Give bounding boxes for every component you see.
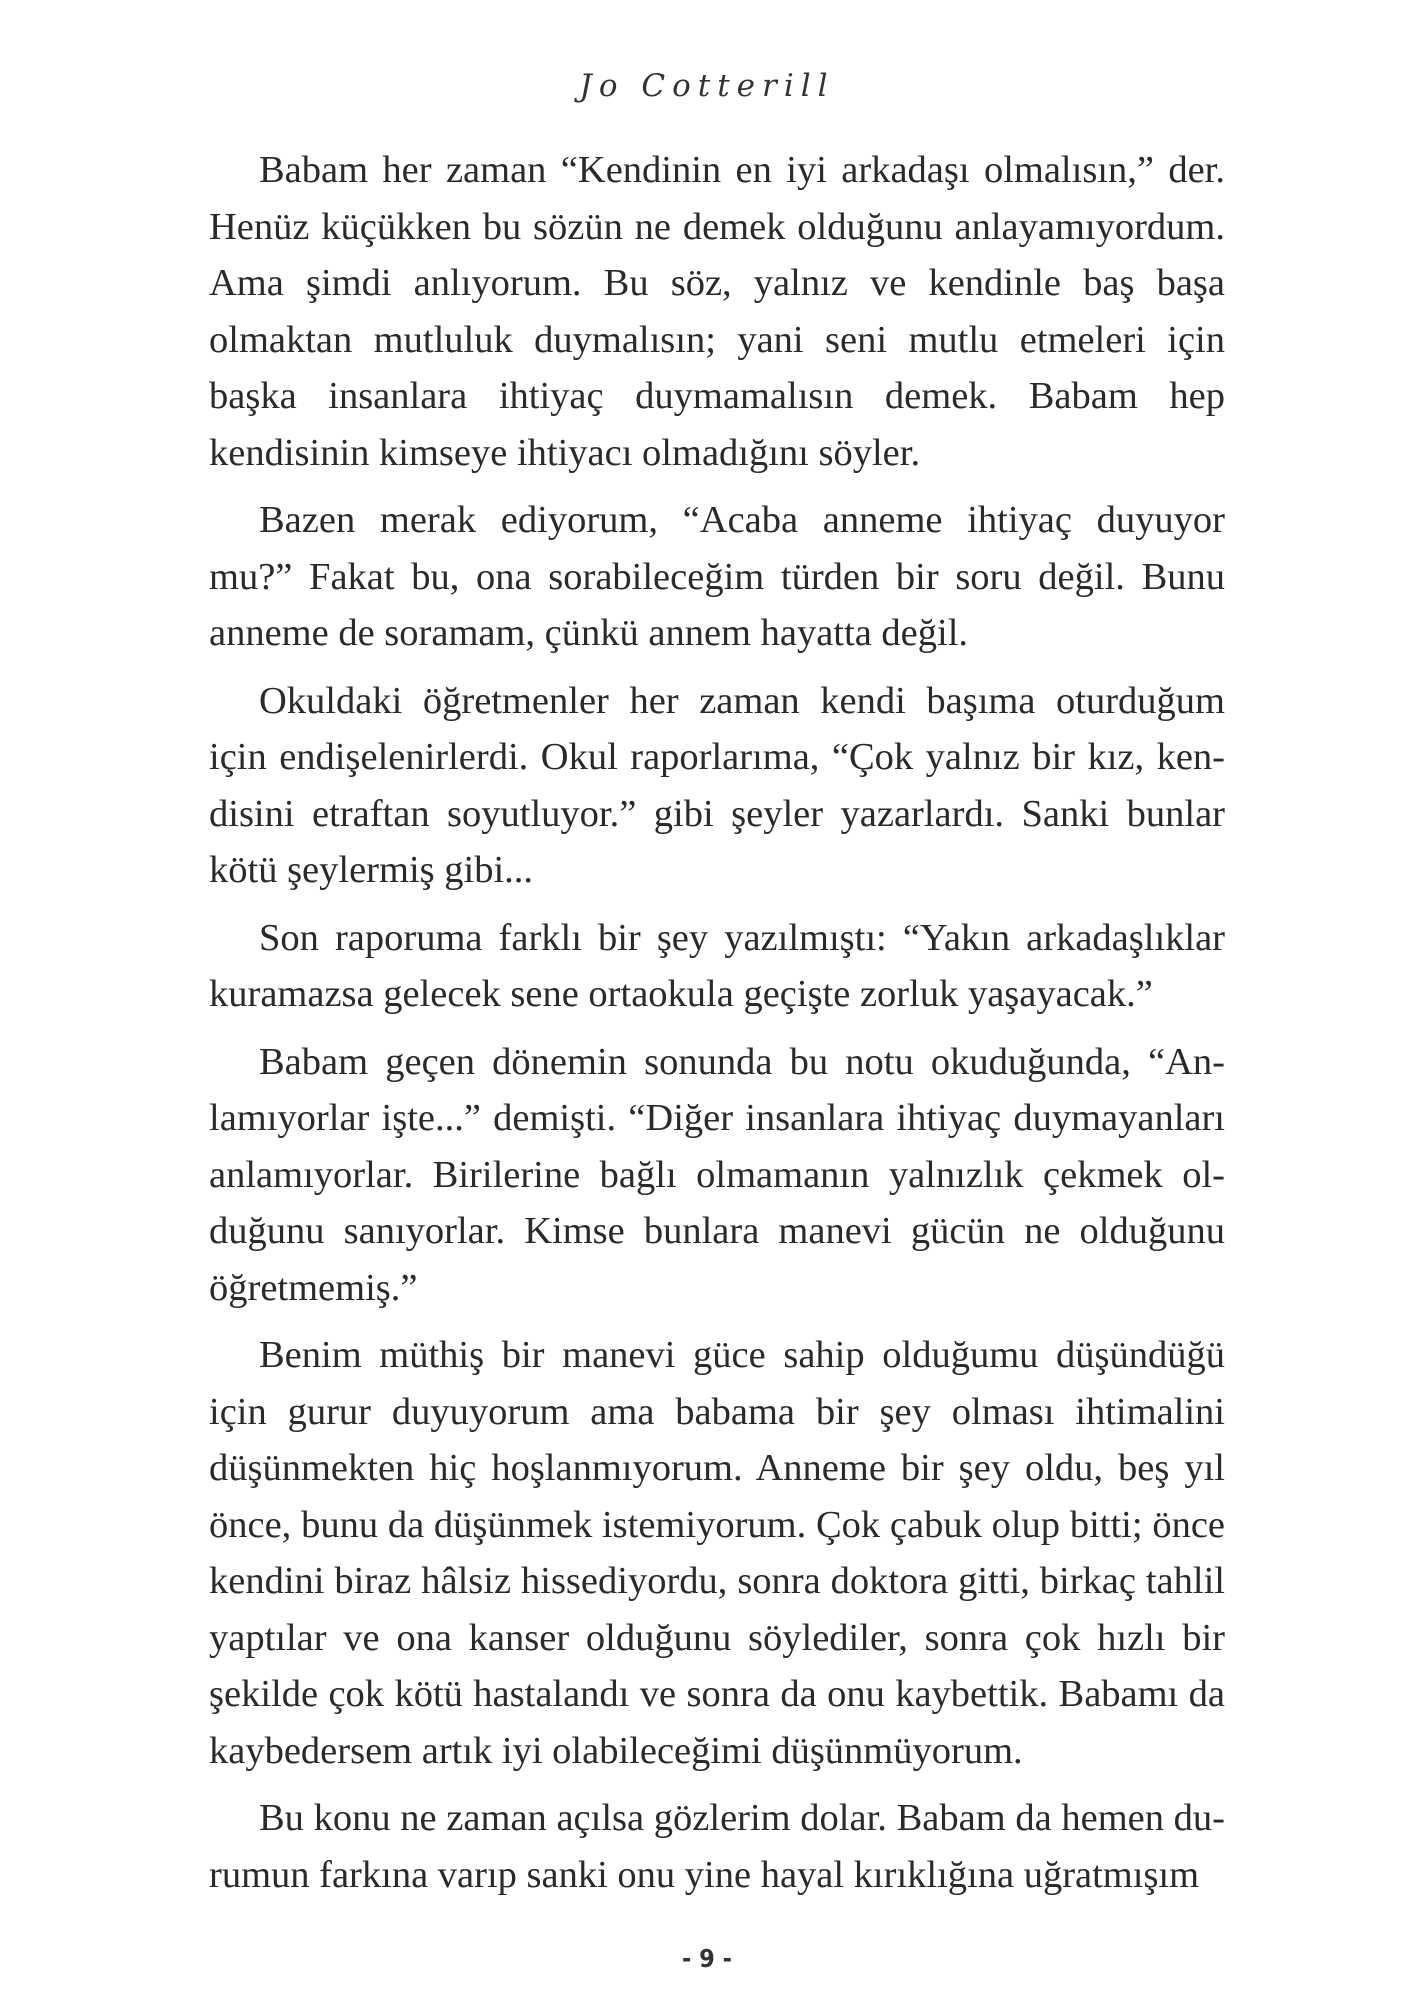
running-header-author: Jo Cotterill <box>579 68 835 104</box>
page-body <box>209 142 1225 1914</box>
paragraph: Babam her zaman “Kendinin en iyi arkadaşı olmalısın,” der. Henüz küçükken bu sözün ne demek olduğunu anlayamıyordum. Ama şimdi anlıyorum. Bu söz, yalnız ve kendinle baş başa olmaktan mutluluk duymalısın; yani seni mutlu etmeleri için başka insanlara ihtiyaç duymamalısın demek. Babam hep kendisinin kimseye ihtiyacı olmadığını söyler. <box>209 149 1225 474</box>
paragraph: Bu konu ne zaman açılsa gözlerim dolar. Babam da hemen durumun farkına varıp sanki onu yine hayal kırıklığına uğratmışım <box>209 1797 1225 1896</box>
paragraph: Son raporuma farklı bir şey yazılmıştı: “Yakın arkadaşlıklar kuramazsa gelecek sene ortaokula geçişte zorluk yaşayacak.” <box>209 916 1225 1015</box>
paragraph: Babam geçen dönemin sonunda bu notu okuduğunda, “Anlamıyorlar işte...” demişti. “Diğer insanlara ihtiyaç duymayanları anlamıyorlar. Birilerine bağlı olmamanın yalnızlık çekmek olduğunu sanıyorlar. Kimse bunlara manevi gücün ne olduğunu öğretmemiş.” <box>209 1040 1225 1309</box>
page-number: - 9 - <box>682 1944 732 1973</box>
paragraph: Bazen merak ediyorum, “Acaba anneme ihtiyaç duyuyor mu?” Fakat bu, ona sorabileceğim türden bir soru değil. Bunu anneme de soramam, çünkü annem hayatta değil. <box>209 499 1225 654</box>
paragraph: Okuldaki öğretmenler her zaman kendi başıma oturduğum için endişelenirlerdi. Okul raporlarıma, “Çok yalnız bir kız, kendisini etraftan soyutluyor.” gibi şeyler yazarlardı. Sanki bunlar kötü şeylermiş gibi... <box>209 679 1225 891</box>
paragraph: Benim müthiş bir manevi güce sahip olduğumu düşündüğü için gurur duyuyorum ama babama bir şey olması ihtimalini düşünmekten hiç hoşlanmıyorum. Anneme bir şey oldu, beş yıl önce, bunu da düşünmek istemiyorum. Çok çabuk olup bitti; önce kendini biraz hâlsiz hissediyordu, sonra doktora gitti, birkaç tahlil yaptılar ve ona kanser olduğunu söylediler, sonra çok hızlı bir şekilde çok kötü hastalandı ve sonra da onu kaybettik. Babamı da kaybedersem artık iyi olabileceğimi düşünmüyorum. <box>209 1334 1225 1772</box>
